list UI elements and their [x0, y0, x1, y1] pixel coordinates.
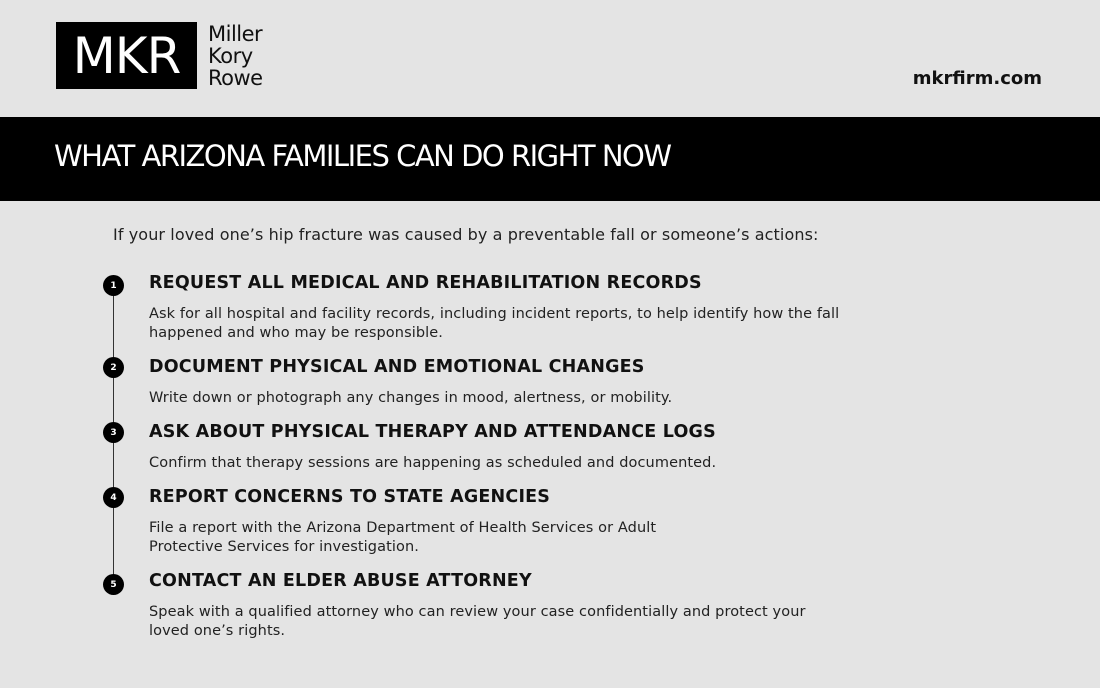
logo-names [208, 22, 263, 89]
logo-name-2: Kory [208, 43, 253, 68]
website-link[interactable]: mkrfirm.com [912, 68, 1042, 89]
title-banner [0, 117, 1100, 201]
step-description-line: Protective Services for investigation. [149, 539, 419, 555]
step-description-line: Confirm that therapy sessions are happening as scheduled and documented. [149, 455, 717, 471]
step-description [149, 519, 879, 557]
step-number-badge: 4 [103, 487, 124, 508]
step-title: ASK ABOUT PHYSICAL THERAPY AND ATTENDANCE LOGS [149, 422, 716, 442]
logo-name-3: Rowe [208, 65, 263, 90]
step-number-badge: 3 [103, 422, 124, 443]
step-description-line: loved one’s rights. [149, 623, 286, 639]
header [0, 0, 1100, 117]
step-title: CONTACT AN ELDER ABUSE ATTORNEY [149, 571, 532, 591]
step-number-badge: 5 [103, 574, 124, 595]
logo-name-1: Miller [208, 21, 263, 46]
step-description-line: Write down or photograph any changes in mood, alertness, or mobility. [149, 390, 673, 406]
step-title: DOCUMENT PHYSICAL AND EMOTIONAL CHANGES [149, 357, 645, 377]
page-title: WHAT ARIZONA FAMILIES CAN DO RIGHT NOW [54, 139, 671, 173]
intro-text: If your loved one’s hip fracture was caused by a preventable fall or someone’s actions: [113, 225, 819, 244]
step-description-line: happened and who may be responsible. [149, 325, 444, 341]
logo-mark: MKR [56, 22, 197, 89]
step-description-line: File a report with the Arizona Department of Health Services or Adult [149, 520, 657, 536]
firm-logo[interactable] [56, 22, 263, 89]
step-description [149, 454, 879, 473]
step-title: REPORT CONCERNS TO STATE AGENCIES [149, 487, 551, 507]
step-description [149, 603, 879, 641]
step-description [149, 389, 879, 408]
step-description-line: Speak with a qualified attorney who can review your case confidentially and protect your [149, 604, 806, 620]
step-number-badge: 1 [103, 275, 124, 296]
step-description-line: Ask for all hospital and facility records, including incident reports, to help identify how the fall [149, 306, 840, 322]
step-title: REQUEST ALL MEDICAL AND REHABILITATION RECORDS [149, 273, 702, 293]
step-description [149, 305, 879, 343]
step-number-badge: 2 [103, 357, 124, 378]
